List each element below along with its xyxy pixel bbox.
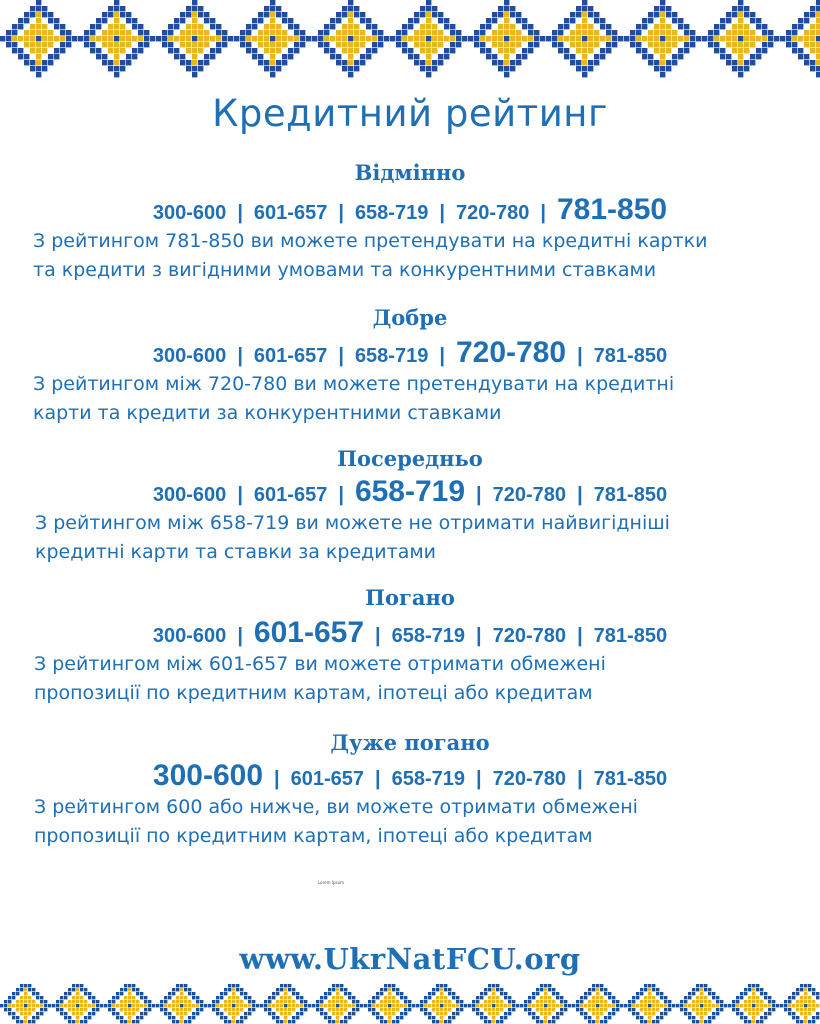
- rating-section: [0, 585, 820, 708]
- rating-heading: Дуже погано: [330, 730, 490, 755]
- rating-description-line: пропозиції по кредитним картам, іпотеці або кредитам: [34, 682, 593, 704]
- score-range: 300-600: [152, 484, 227, 506]
- page-title: Кредитний рейтинг: [212, 92, 608, 135]
- bottom-ornament-border: [0, 984, 820, 1024]
- score-ranges-row: [0, 336, 820, 370]
- score-range: 781-850: [593, 625, 668, 647]
- rating-description-line: З рейтингом 781-850 ви можете претендувати на кредитні картки: [33, 230, 708, 252]
- range-separator: |: [476, 625, 482, 647]
- rating-heading: Посередньо: [337, 446, 483, 471]
- rating-heading: Добре: [372, 305, 448, 330]
- range-separator: |: [577, 768, 583, 790]
- embroidery-pattern: [0, 984, 820, 1024]
- rating-heading: Погано: [365, 585, 455, 610]
- lorem-ipsum-label: Lorem Ipsum: [318, 880, 345, 885]
- highlighted-score-range: 300-600: [152, 759, 264, 792]
- range-separator: |: [577, 484, 583, 506]
- rating-description-line: З рейтингом між 601-657 ви можете отримати обмежені: [34, 653, 606, 675]
- score-range: 658-719: [354, 202, 429, 224]
- rating-heading: Відмінно: [354, 160, 466, 185]
- highlighted-score-range: 781-850: [556, 193, 668, 226]
- embroidery-pattern: [0, 0, 820, 78]
- score-range: 601-657: [253, 345, 328, 367]
- score-range: 658-719: [354, 345, 429, 367]
- highlighted-score-range: 601-657: [253, 616, 365, 649]
- range-separator: |: [338, 484, 344, 506]
- score-ranges-row: [0, 475, 820, 509]
- range-separator: |: [439, 202, 445, 224]
- range-separator: |: [237, 625, 243, 647]
- score-ranges-row: [0, 616, 820, 650]
- rating-section: [0, 160, 820, 285]
- score-range: 658-719: [391, 768, 466, 790]
- range-separator: |: [439, 345, 445, 367]
- highlighted-score-range: 720-780: [455, 336, 567, 369]
- score-range: 601-657: [253, 484, 328, 506]
- range-separator: |: [375, 625, 381, 647]
- rating-description-line: кредитні карти та ставки за кредитами: [35, 541, 437, 563]
- website-link[interactable]: www.UkrNatFCU.org: [239, 942, 581, 976]
- score-ranges-row: [0, 759, 820, 793]
- score-range: 781-850: [593, 768, 668, 790]
- range-separator: |: [338, 345, 344, 367]
- range-separator: |: [237, 202, 243, 224]
- rating-section: [0, 446, 820, 567]
- score-ranges-row: [0, 193, 820, 227]
- rating-description-line: З рейтингом між 720-780 ви можете претендувати на кредитні: [33, 373, 675, 395]
- rating-section: [0, 730, 820, 851]
- range-separator: |: [577, 345, 583, 367]
- score-range: 300-600: [152, 345, 227, 367]
- score-range: 720-780: [455, 202, 530, 224]
- score-range: 720-780: [492, 625, 567, 647]
- range-separator: |: [476, 484, 482, 506]
- rating-section: [0, 305, 820, 428]
- rating-description-line: пропозиції по кредитним картам, іпотеці або кредитам: [34, 825, 593, 847]
- score-range: 781-850: [593, 484, 668, 506]
- range-separator: |: [476, 768, 482, 790]
- rating-description-line: З рейтингом 600 або нижче, ви можете отримати обмежені: [34, 796, 638, 818]
- range-separator: |: [237, 484, 243, 506]
- score-range: 781-850: [593, 345, 668, 367]
- rating-description-line: карти та кредити за конкурентними ставками: [33, 402, 502, 424]
- rating-description-line: та кредити з вигідними умовами та конкурентними ставками: [33, 259, 657, 281]
- range-separator: |: [375, 768, 381, 790]
- rating-description-line: З рейтингом між 658-719 ви можете не отримати найвигідніші: [35, 512, 670, 534]
- score-range: 720-780: [492, 484, 567, 506]
- range-separator: |: [577, 625, 583, 647]
- score-range: 601-657: [253, 202, 328, 224]
- top-ornament-border: [0, 0, 820, 78]
- score-range: 658-719: [391, 625, 466, 647]
- score-range: 720-780: [492, 768, 567, 790]
- score-range: 300-600: [152, 202, 227, 224]
- range-separator: |: [237, 345, 243, 367]
- highlighted-score-range: 658-719: [354, 475, 466, 508]
- score-range: 300-600: [152, 625, 227, 647]
- range-separator: |: [540, 202, 546, 224]
- range-separator: |: [274, 768, 280, 790]
- score-range: 601-657: [290, 768, 365, 790]
- range-separator: |: [338, 202, 344, 224]
